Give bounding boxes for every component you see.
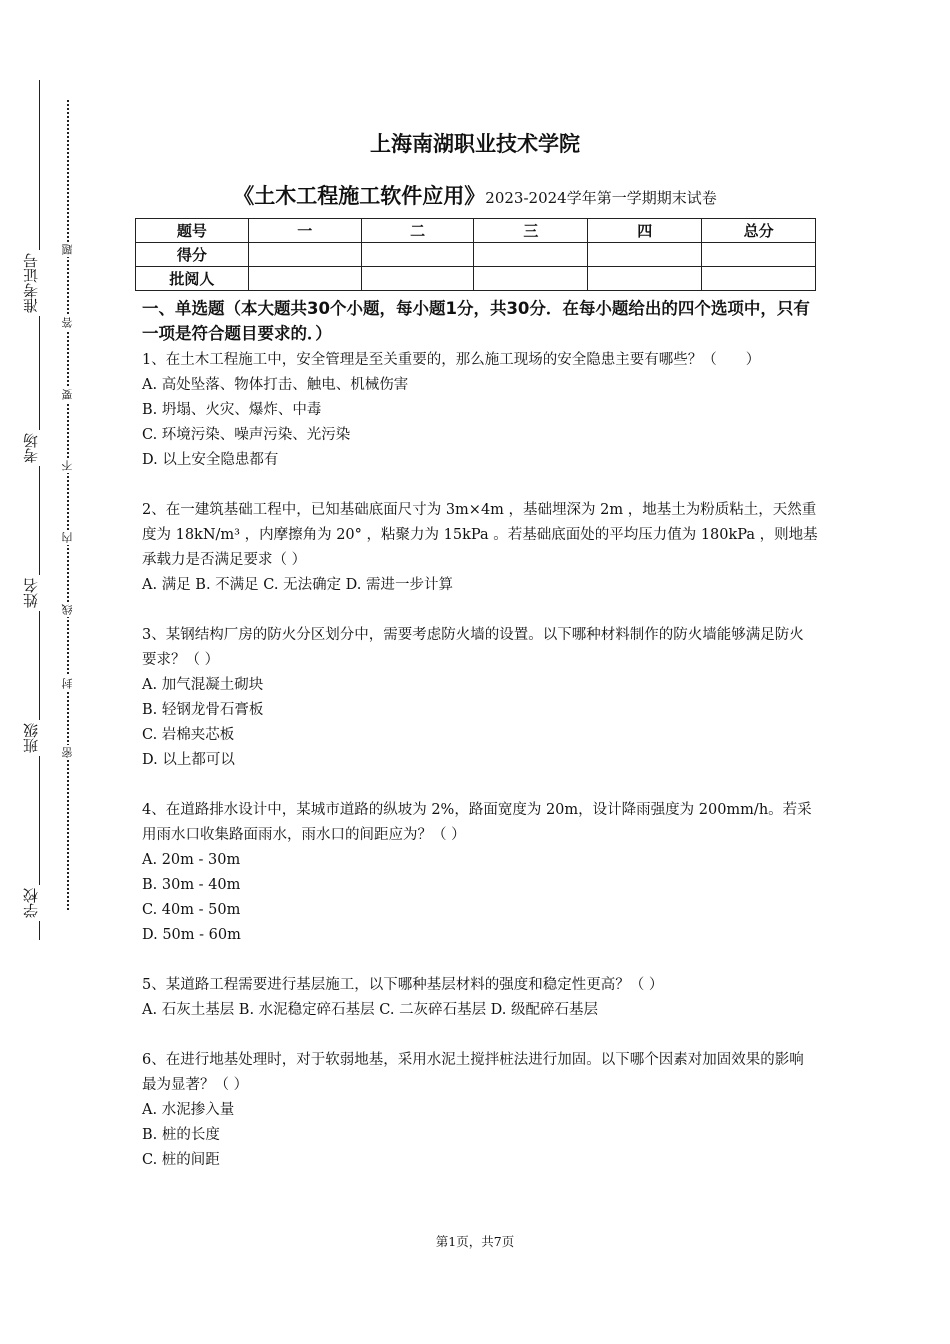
seal-char: 答 [61, 317, 74, 328]
seal-char: 不 [61, 460, 74, 471]
seal-char: 要 [61, 389, 74, 400]
options-inline: A. 满足 B. 不满足 C. 无法确定 D. 需进一步计算 [142, 577, 454, 593]
question-1 [142, 348, 818, 473]
seal-char: 封 [61, 678, 74, 689]
page-footer: 第1页，共7页 [435, 1234, 515, 1249]
school-title: 上海南湖职业技术学院 [370, 132, 580, 156]
table-cell [474, 267, 588, 291]
question-6 [142, 1048, 818, 1173]
exam-subtitle [0, 180, 950, 210]
table-row [136, 267, 816, 291]
option-c: C. 环境污染、噪声污染、光污染 [142, 427, 351, 443]
option-a: A. 20m - 30m [142, 852, 241, 868]
question-stem: 3、某钢结构厂房的防火分区划分中，需要考虑防火墙的设置。以下哪种材料制作的防火墙能够满足防火要求？（ ） [142, 627, 804, 668]
exam-term: 2023-2024学年第一学期期末试卷 [485, 189, 717, 207]
option-d: D. 50m - 60m [142, 927, 241, 943]
question-5 [142, 973, 818, 1023]
option-b: B. 轻钢龙骨石膏板 [142, 702, 264, 718]
option-c: C. 岩棉夹芯板 [142, 727, 235, 743]
option-c: C. 桩的间距 [142, 1152, 220, 1168]
table-header-cell: 三 [474, 219, 588, 243]
table-header-cell: 题号 [136, 219, 249, 243]
seal-char: 密 [61, 747, 74, 758]
name-label: 姓名 [20, 575, 60, 611]
question-3 [142, 623, 818, 773]
table-row [136, 243, 816, 267]
option-b: B. 坍塌、火灾、爆炸、中毒 [142, 402, 322, 418]
options-inline: A. 石灰土基层 B. 水泥稳定碎石基层 C. 二灰碎石基层 D. 级配碎石基层 [142, 1002, 599, 1018]
score-table-header-row [136, 219, 816, 243]
binding-dotted-line [67, 100, 69, 910]
option-d: D. 以上安全隐患都有 [142, 452, 279, 468]
table-cell [248, 243, 361, 267]
seal-char: 线 [61, 604, 74, 615]
option-c: C. 40m - 50m [142, 902, 241, 918]
table-header-cell: 一 [248, 219, 361, 243]
seal-char: 内 [61, 532, 74, 543]
score-table [135, 218, 816, 291]
row-label-cell: 批阅人 [136, 267, 249, 291]
table-cell [248, 267, 361, 291]
table-cell [588, 243, 702, 267]
table-header-cell: 二 [361, 219, 474, 243]
question-stem: 1、在土木工程施工中，安全管理是至关重要的，那么施工现场的安全隐患主要有哪些？（ ） [142, 352, 761, 368]
option-a: A. 高处坠落、物体打击、触电、机械伤害 [142, 377, 409, 393]
section-heading: 一、单选题（本大题共30个小题，每小题1分，共30分．在每小题给出的四个选项中，只有一项是符合题目要求的．） [142, 299, 810, 343]
question-4 [142, 798, 818, 948]
table-cell [361, 267, 474, 291]
question-stem: 2、在一建筑基础工程中，已知基础底面尺寸为 3m×4m ，基础埋深为 2m ，地基土为粉质粘土，天然重度为 18kN/m³ ，内摩擦角为 20° ，粘聚力为 15kPa 。若基础底面处的平均压力值为 180kPa ，则地基承载力是否满足要求（ ） [142, 502, 818, 568]
school-label: 学校 [20, 885, 60, 921]
table-cell [474, 243, 588, 267]
table-cell [588, 267, 702, 291]
table-cell [361, 243, 474, 267]
exam-room-label: 考场 [20, 430, 60, 466]
table-cell [702, 267, 816, 291]
question-stem: 4、在道路排水设计中，某城市道路的纵坡为 2%，路面宽度为 20m，设计降雨强度为 200mm/h。若采用雨水口收集路面雨水，雨水口的间距应为？（ ） [142, 802, 812, 843]
option-b: B. 30m - 40m [142, 877, 241, 893]
question-stem: 5、某道路工程需要进行基层施工，以下哪种基层材料的强度和稳定性更高？（ ） [142, 977, 664, 993]
class-label: 班级 [20, 720, 60, 756]
option-d: D. 以上都可以 [142, 752, 235, 768]
table-header-cell: 四 [588, 219, 702, 243]
option-b: B. 桩的长度 [142, 1127, 220, 1143]
table-header-cell: 总分 [702, 219, 816, 243]
exam-id-label: 准考证号 [20, 250, 60, 316]
option-a: A. 加气混凝土砌块 [142, 677, 264, 693]
row-label-cell: 得分 [136, 243, 249, 267]
question-stem: 6、在进行地基处理时，对于软弱地基，采用水泥土搅拌桩法进行加固。以下哪个因素对加固效果的影响最为显著？（ ） [142, 1052, 804, 1093]
exam-content [142, 296, 818, 1173]
option-a: A. 水泥掺入量 [142, 1102, 235, 1118]
question-2 [142, 498, 818, 598]
seal-char: 题 [61, 244, 74, 255]
course-name: 《土木工程施工软件应用》 [233, 184, 486, 208]
table-cell [702, 243, 816, 267]
